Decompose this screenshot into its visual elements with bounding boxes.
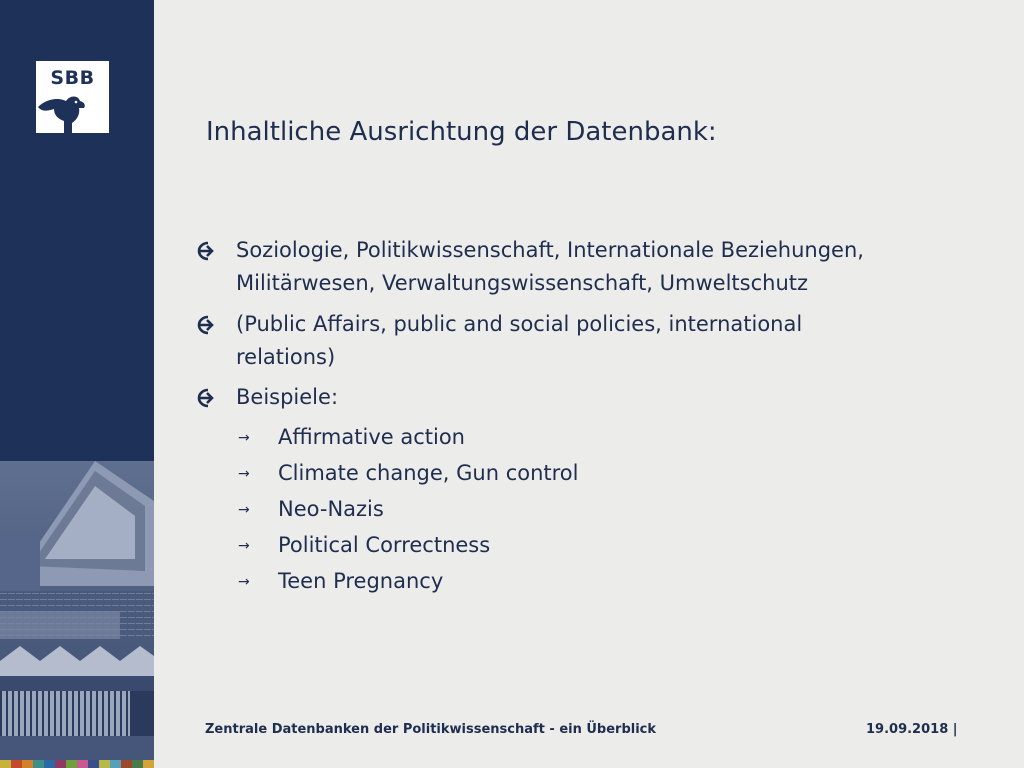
color-strip-segment [22, 760, 33, 768]
footer-title: Zentrale Datenbanken der Politikwissenschaft - ein Überblick [205, 722, 657, 737]
color-strip-segment [44, 760, 55, 768]
example-label: Neo-Nazis [278, 497, 384, 521]
color-strip [0, 760, 154, 768]
example-item [236, 423, 465, 452]
color-strip-segment [88, 760, 99, 768]
footer-date: 19.09.2018 [866, 722, 949, 737]
building-photo [0, 461, 154, 760]
color-strip-segment [66, 760, 77, 768]
circled-arrow-icon [192, 313, 216, 337]
example-item [236, 531, 490, 560]
color-strip-segment [143, 760, 154, 768]
bullet-line: Militärwesen, Verwaltungswissenschaft, Umweltschutz [236, 271, 809, 295]
color-strip-segment [110, 760, 121, 768]
arrow-icon: → [238, 430, 250, 446]
sidebar [0, 0, 154, 768]
footer-date-wrap [866, 722, 958, 737]
color-strip-segment [0, 760, 11, 768]
example-label: Teen Pregnancy [278, 569, 444, 593]
footer-separator: | [952, 722, 958, 737]
bullet-line: relations) [236, 345, 336, 369]
bullet-line: Beispiele: [236, 385, 339, 409]
bullet-line: Soziologie, Politikwissenschaft, Internationale Beziehungen, [236, 238, 864, 262]
color-strip-segment [99, 760, 110, 768]
example-item [236, 495, 384, 524]
arrow-icon: → [238, 502, 250, 518]
color-strip-segment [121, 760, 132, 768]
circled-arrow-icon [192, 239, 216, 263]
color-strip-segment [11, 760, 22, 768]
slide-title: Inhaltliche Ausrichtung der Datenbank: [206, 117, 717, 147]
arrow-icon: → [238, 538, 250, 554]
example-label: Political Correctness [278, 533, 491, 557]
arrow-icon: → [238, 466, 250, 482]
bullet-line: (Public Affairs, public and social policies, international [236, 312, 803, 336]
color-strip-segment [55, 760, 66, 768]
example-label: Climate change, Gun control [278, 461, 579, 485]
bullet-item [192, 234, 952, 300]
logo-text: SBB [50, 67, 95, 89]
example-label: Affirmative action [278, 425, 465, 449]
sbb-logo [36, 61, 109, 133]
color-strip-segment [33, 760, 44, 768]
bullet-item [192, 381, 952, 414]
eagle-icon [36, 93, 109, 133]
bullet-item [192, 308, 952, 374]
circled-arrow-icon [192, 386, 216, 410]
example-item [236, 459, 578, 488]
example-item [236, 567, 443, 596]
color-strip-segment [132, 760, 143, 768]
arrow-icon: → [238, 574, 250, 590]
color-strip-segment [77, 760, 88, 768]
